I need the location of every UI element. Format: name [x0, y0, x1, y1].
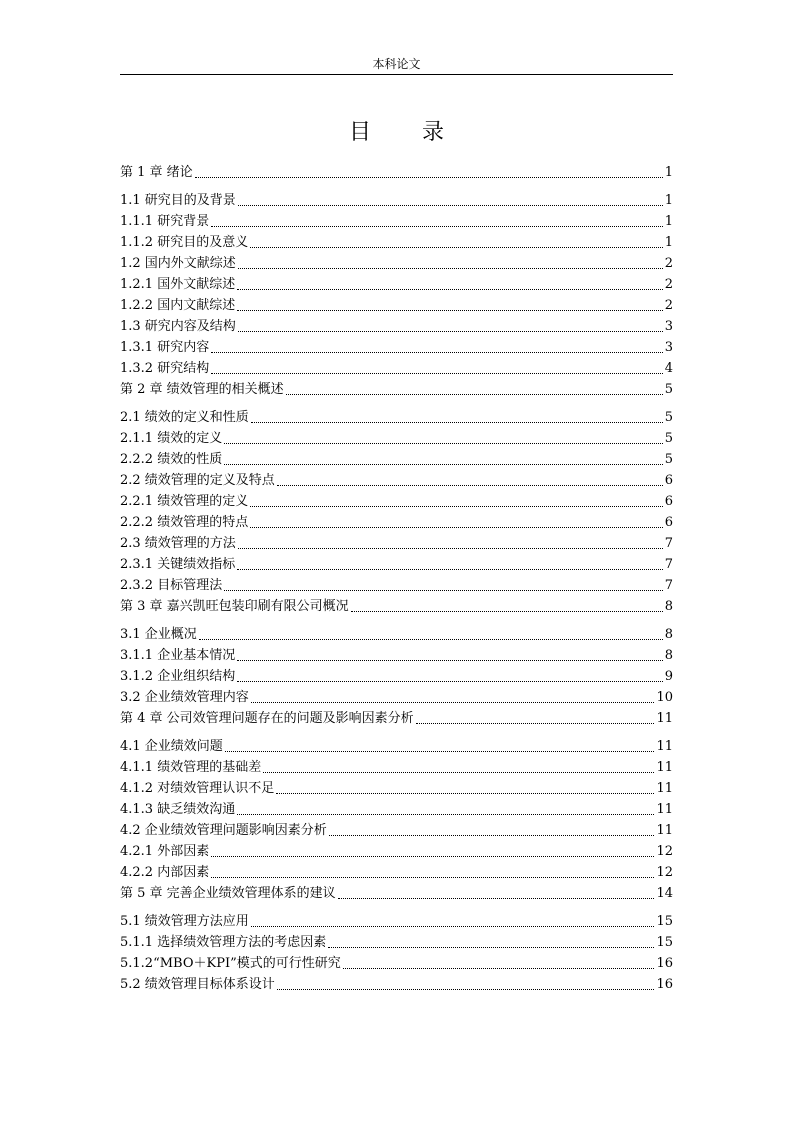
toc-entry-page-number: 7 [664, 557, 673, 572]
toc-leader-dots [224, 590, 663, 591]
toc-entry-page-number: 11 [656, 802, 673, 817]
toc-leader-dots [211, 856, 654, 857]
toc-leader-dots [416, 723, 655, 724]
toc-chapter-entry[interactable] [120, 883, 673, 904]
toc-chapter-entry[interactable] [120, 596, 673, 617]
toc-entry[interactable] [120, 253, 673, 274]
toc-entry-page-number: 11 [656, 760, 673, 775]
toc-entry[interactable] [120, 407, 673, 428]
toc-leader-dots [251, 702, 655, 703]
toc-leader-dots [211, 226, 663, 227]
toc-entry-page-number: 5 [664, 382, 673, 397]
toc-entry-page-number: 3 [664, 340, 673, 355]
toc-entry[interactable] [120, 624, 673, 645]
toc-entry-label: 1.1.1 研究背景 [120, 214, 210, 229]
header-rule [120, 74, 673, 75]
toc-entry-page-number: 12 [656, 844, 673, 859]
toc-entry[interactable] [120, 666, 673, 687]
toc-leader-dots [251, 422, 663, 423]
toc-entry-page-number: 12 [656, 865, 673, 880]
toc-leader-dots [238, 205, 663, 206]
toc-entry-label: 1.3 研究内容及结构 [120, 319, 236, 334]
toc-leader-dots [328, 947, 654, 948]
toc-entry-page-number: 11 [656, 739, 673, 754]
toc-leader-dots [276, 793, 654, 794]
toc-entry-label: 第 4 章 公司效管理问题存在的问题及影响因素分析 [120, 711, 414, 726]
toc-entry-page-number: 1 [664, 235, 673, 250]
toc-leader-dots [238, 331, 663, 332]
toc-entry-label: 5.1.1 选择绩效管理方法的考虑因素 [120, 935, 327, 950]
toc-entry-page-number: 8 [664, 648, 673, 663]
toc-leader-dots [351, 611, 663, 612]
toc-entry-page-number: 1 [664, 214, 673, 229]
toc-entry-page-number: 6 [664, 515, 673, 530]
toc-entry-page-number: 6 [664, 473, 673, 488]
toc-entry[interactable] [120, 533, 673, 554]
toc-leader-dots [263, 772, 654, 773]
toc-entry-label: 第 1 章 绪论 [120, 165, 193, 180]
toc-entry[interactable] [120, 316, 673, 337]
toc-entry-label: 5.1 绩效管理方法应用 [120, 914, 249, 929]
toc-entry-label: 4.2 企业绩效管理问题影响因素分析 [120, 823, 327, 838]
toc-leader-dots [237, 310, 663, 311]
toc-entry[interactable] [120, 232, 673, 253]
toc-entry[interactable] [120, 470, 673, 491]
toc-entry-label: 1.2.1 国外文献综述 [120, 277, 236, 292]
toc-entry-label: 1.1.2 研究目的及意义 [120, 235, 249, 250]
toc-leader-dots [343, 968, 655, 969]
toc-leader-dots [251, 926, 655, 927]
toc-entry[interactable] [120, 274, 673, 295]
toc-entry[interactable] [120, 687, 673, 708]
toc-entry[interactable] [120, 428, 673, 449]
toc-leader-dots [237, 660, 663, 661]
toc-entry[interactable] [120, 190, 673, 211]
toc-leader-dots [224, 443, 663, 444]
toc-leader-dots [338, 898, 655, 899]
toc-leader-dots [286, 394, 663, 395]
toc-entry[interactable] [120, 778, 673, 799]
toc-entry-page-number: 11 [656, 711, 673, 726]
toc-entry-page-number: 8 [664, 599, 673, 614]
toc-entry-page-number: 2 [664, 298, 673, 313]
toc-entry-label: 4.1.2 对绩效管理认识不足 [120, 781, 275, 796]
toc-leader-dots [250, 527, 663, 528]
toc-entry-page-number: 9 [664, 669, 673, 684]
toc-leader-dots [211, 373, 663, 374]
toc-leader-dots [237, 814, 654, 815]
toc-leader-dots [237, 289, 663, 290]
toc-entry[interactable] [120, 449, 673, 470]
toc-entry-page-number: 2 [664, 277, 673, 292]
toc-leader-dots [211, 352, 663, 353]
toc-entry-label: 2.2.2 绩效管理的特点 [120, 515, 249, 530]
toc-entry-page-number: 5 [664, 431, 673, 446]
toc-leader-dots [195, 177, 663, 178]
toc-entry[interactable] [120, 491, 673, 512]
toc-entry-page-number: 5 [664, 452, 673, 467]
toc-leader-dots [237, 569, 663, 570]
toc-entry-label: 1.3.2 研究结构 [120, 361, 210, 376]
toc-entry-page-number: 1 [664, 193, 673, 208]
toc-entry-label: 第 5 章 完善企业绩效管理体系的建议 [120, 886, 336, 901]
running-header: 本科论文 [372, 57, 421, 71]
toc-entry[interactable] [120, 841, 673, 862]
toc-entry-page-number: 15 [656, 914, 673, 929]
toc-entry[interactable] [120, 736, 673, 757]
toc-entry[interactable] [120, 645, 673, 666]
toc-entry-label: 4.2.2 内部因素 [120, 865, 210, 880]
toc-entry[interactable] [120, 554, 673, 575]
toc-entry[interactable] [120, 575, 673, 596]
toc-leader-dots [250, 506, 663, 507]
toc-entry-page-number: 14 [656, 886, 673, 901]
toc-entry[interactable] [120, 820, 673, 841]
toc-entry-page-number: 6 [664, 494, 673, 509]
toc-entry[interactable] [120, 295, 673, 316]
toc-entry-label: 2.3.1 关键绩效指标 [120, 557, 236, 572]
toc-leader-dots [237, 681, 663, 682]
toc-entry-page-number: 11 [656, 781, 673, 796]
toc-leader-dots [211, 877, 654, 878]
toc-entry-page-number: 11 [656, 823, 673, 838]
toc-entry-label: 1.2.2 国内文献综述 [120, 298, 236, 313]
toc-entry-page-number: 8 [664, 627, 673, 642]
toc-entry-page-number: 16 [656, 977, 673, 992]
toc-entry[interactable] [120, 932, 673, 953]
toc-entry-label: 4.1.1 绩效管理的基础差 [120, 760, 262, 775]
toc-entry[interactable] [120, 799, 673, 820]
toc-leader-dots [199, 639, 663, 640]
toc-entry-label: 4.1 企业绩效问题 [120, 739, 223, 754]
toc-entry-page-number: 3 [664, 319, 673, 334]
toc-chapter-entry[interactable] [120, 708, 673, 729]
table-of-contents [120, 162, 673, 995]
toc-entry[interactable] [120, 862, 673, 883]
toc-entry-label: 3.1.2 企业组织结构 [120, 669, 236, 684]
toc-entry[interactable] [120, 974, 673, 995]
toc-entry-page-number: 15 [656, 935, 673, 950]
toc-entry[interactable] [120, 358, 673, 379]
toc-leader-dots [225, 751, 655, 752]
toc-entry-label: 3.2 企业绩效管理内容 [120, 690, 249, 705]
toc-entry-label: 第 2 章 绩效管理的相关概述 [120, 382, 284, 397]
toc-entry-page-number: 16 [656, 956, 673, 971]
toc-leader-dots [224, 464, 663, 465]
toc-chapter-entry[interactable] [120, 162, 673, 183]
toc-entry-label: 3.1 企业概况 [120, 627, 197, 642]
toc-entry-label: 2.3.2 目标管理法 [120, 578, 223, 593]
toc-entry-label: 1.1 研究目的及背景 [120, 193, 236, 208]
toc-entry-label: 4.2.1 外部因素 [120, 844, 210, 859]
toc-entry[interactable] [120, 512, 673, 533]
toc-entry-page-number: 2 [664, 256, 673, 271]
toc-entry[interactable] [120, 337, 673, 358]
toc-entry[interactable] [120, 757, 673, 778]
toc-entry-label: 5.1.2“MBO＋KPI”模式的可行性研究 [120, 956, 341, 971]
toc-entry-label: 1.3.1 研究内容 [120, 340, 210, 355]
toc-entry-page-number: 1 [664, 165, 673, 180]
toc-entry-label: 2.3 绩效管理的方法 [120, 536, 236, 551]
toc-leader-dots [238, 268, 663, 269]
toc-leader-dots [277, 485, 663, 486]
toc-entry-label: 2.2 绩效管理的定义及特点 [120, 473, 275, 488]
toc-entry[interactable] [120, 953, 673, 974]
toc-entry-label: 2.2.1 绩效管理的定义 [120, 494, 249, 509]
toc-entry[interactable] [120, 211, 673, 232]
toc-leader-dots [250, 247, 663, 248]
toc-entry-page-number: 7 [664, 536, 673, 551]
toc-leader-dots [238, 548, 663, 549]
toc-leader-dots [277, 989, 655, 990]
toc-entry-label: 2.1.1 绩效的定义 [120, 431, 223, 446]
toc-entry-page-number: 4 [664, 361, 673, 376]
toc-entry-label: 5.2 绩效管理目标体系设计 [120, 977, 275, 992]
toc-entry[interactable] [120, 911, 673, 932]
toc-entry-label: 4.1.3 缺乏绩效沟通 [120, 802, 236, 817]
toc-entry-label: 2.1 绩效的定义和性质 [120, 410, 249, 425]
toc-entry-page-number: 5 [664, 410, 673, 425]
toc-entry-label: 1.2 国内外文献综述 [120, 256, 236, 271]
toc-entry-label: 第 3 章 嘉兴凯旺包装印刷有限公司概况 [120, 599, 349, 614]
toc-entry-label: 3.1.1 企业基本情况 [120, 648, 236, 663]
toc-chapter-entry[interactable] [120, 379, 673, 400]
toc-entry-page-number: 7 [664, 578, 673, 593]
toc-leader-dots [329, 835, 655, 836]
toc-entry-label: 2.2.2 绩效的性质 [120, 452, 223, 467]
toc-entry-page-number: 10 [656, 690, 673, 705]
toc-title: 目 录 [349, 120, 466, 145]
